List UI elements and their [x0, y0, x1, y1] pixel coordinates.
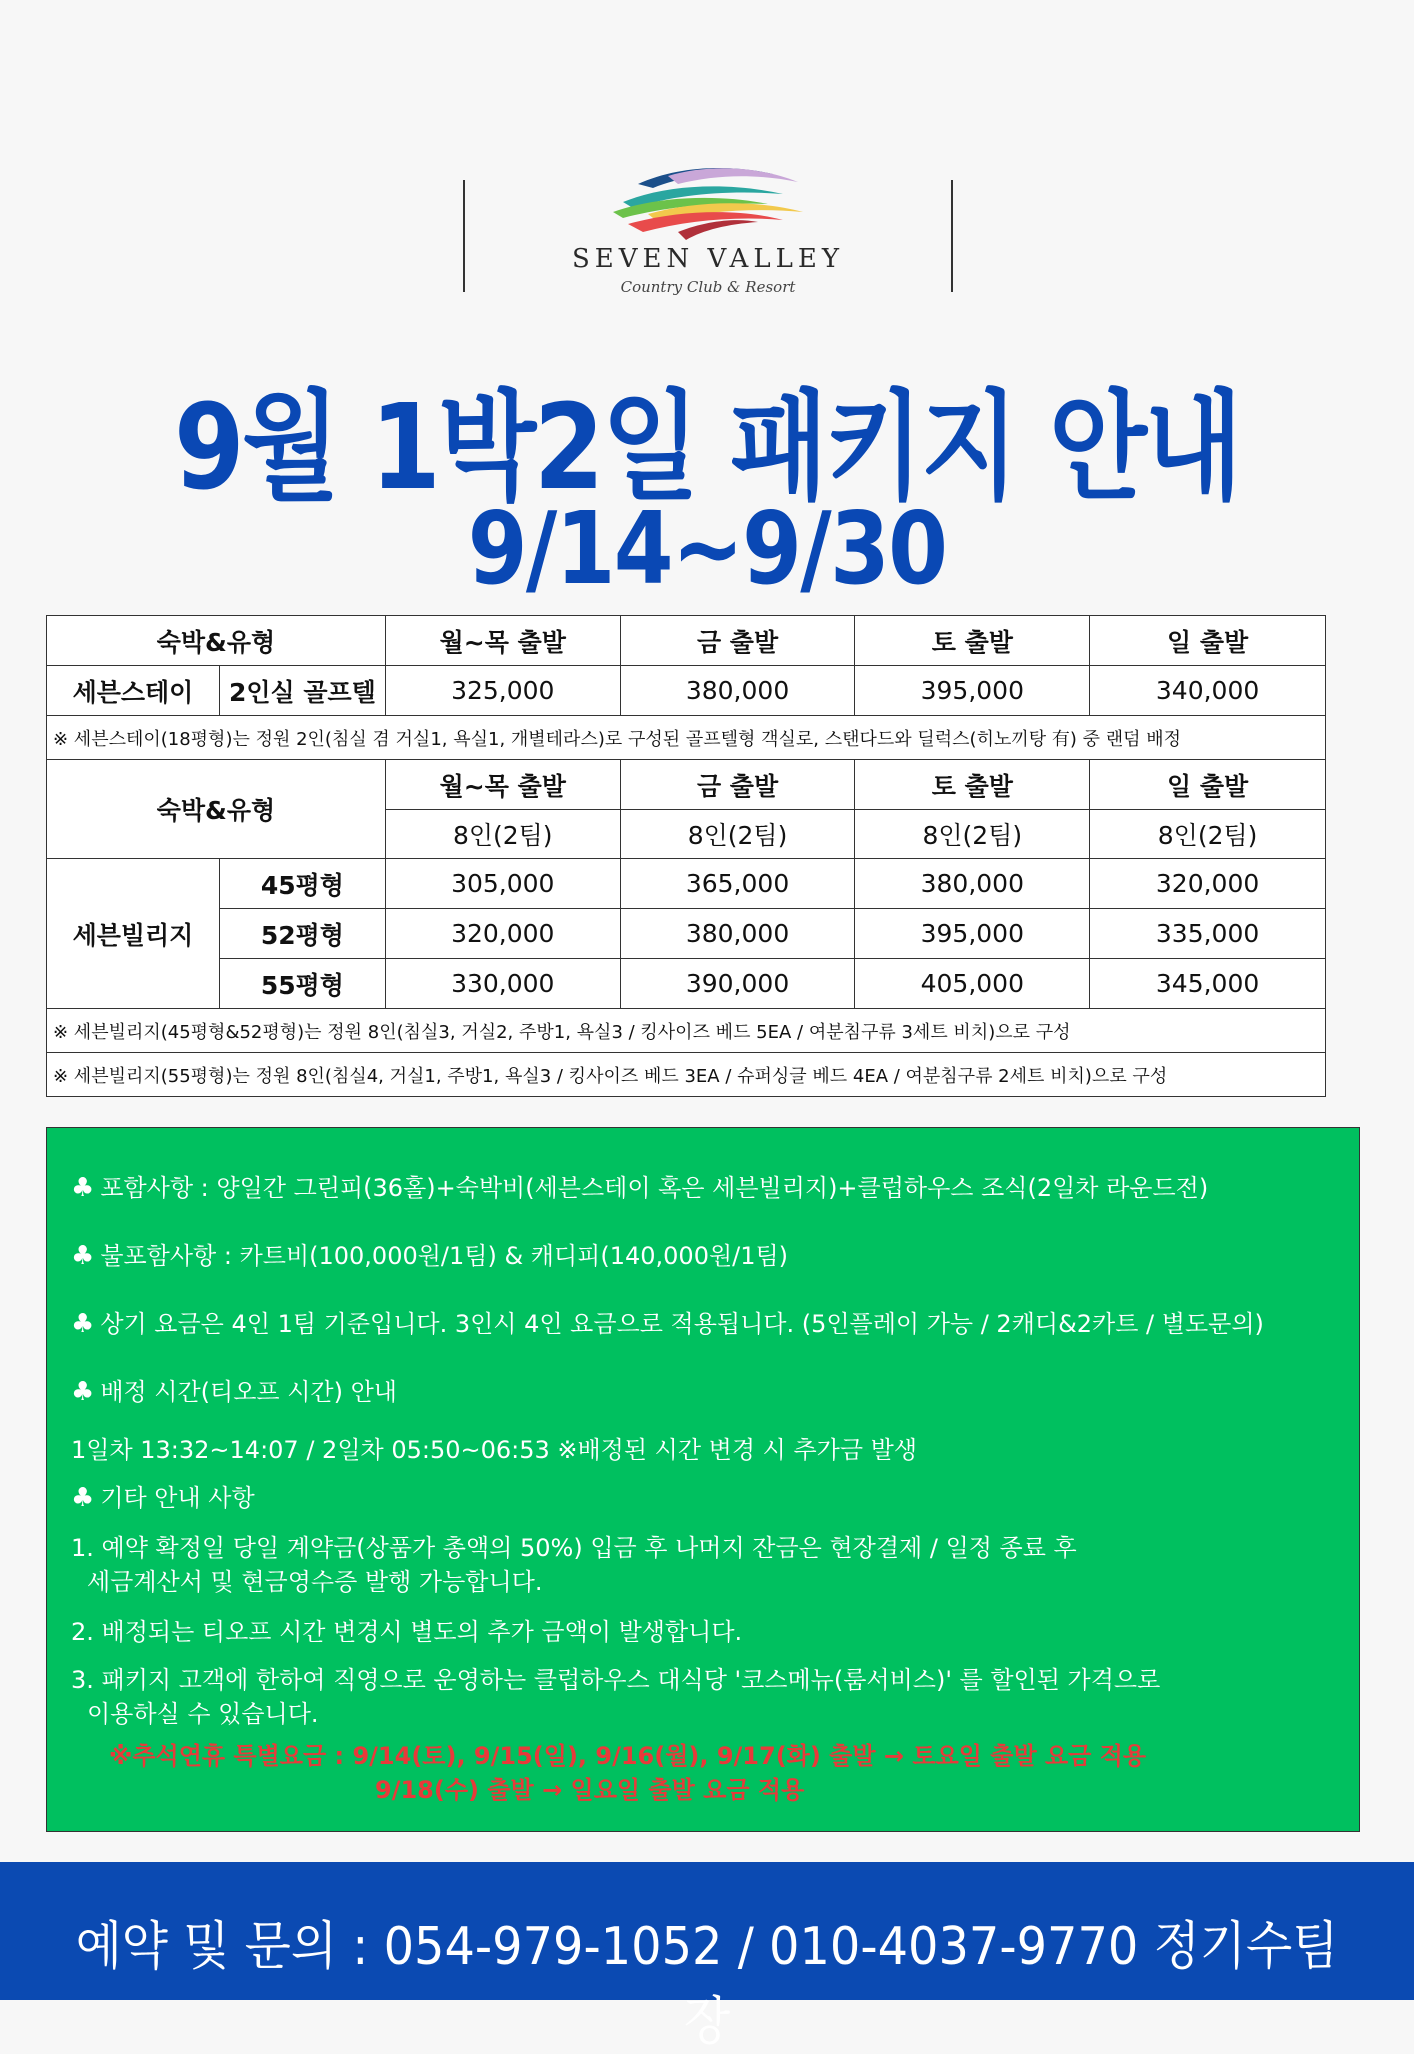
col-sun: 일 출발	[1090, 616, 1326, 666]
excluded-line	[71, 1236, 788, 1271]
included-text: 포함사항 : 양일간 그린피(36홀)+숙박비(세븐스테이 혹은 세븐빌리지)+클럽하우스 조식(2일차 라운드전)	[100, 1174, 1209, 1202]
logo-left-rule	[463, 180, 465, 292]
item3-line1: 3. 패키지 고객에 한하여 직영으로 운영하는 클럽하우스 대식당 '코스메뉴(룸서비스)' 를 할인된 가격으로	[71, 1666, 1161, 1694]
price-cell: 340,000	[1090, 666, 1326, 716]
logo-subtitle: Country Club & Resort	[620, 278, 796, 296]
price-cell: 380,000	[620, 666, 855, 716]
table-note-row	[47, 716, 1326, 760]
item2: 2. 배정되는 티오프 시간 변경시 별도의 추가 금액이 발생합니다.	[71, 1618, 743, 1646]
excluded-text: 불포함사항 : 카트비(100,000원/1팀) & 캐디피(140,000원/1팀)	[100, 1242, 789, 1270]
village-header-row	[47, 760, 1326, 810]
date-range: 9/14~9/30	[467, 490, 947, 607]
package-info-box	[46, 1127, 1360, 1832]
price-cell: 395,000	[855, 909, 1090, 959]
teeoff-title-line	[71, 1372, 397, 1407]
price-cell: 320,000	[1090, 859, 1326, 909]
col-fri: 금 출발	[620, 616, 855, 666]
special-rate-line2: 9/18(수) 출발 → 일요일 출발 요금 적용	[375, 1776, 805, 1804]
col-sat: 토 출발	[855, 760, 1090, 810]
club-icon: ♣	[71, 1377, 95, 1407]
table-row	[47, 909, 1326, 959]
club-icon: ♣	[71, 1173, 95, 1203]
logo-right-rule	[951, 180, 953, 292]
village-type: 45평형	[219, 859, 385, 909]
page-title: 9월 1박2일 패키지 안내	[174, 378, 1240, 516]
price-cell: 405,000	[855, 959, 1090, 1009]
club-icon: ♣	[71, 1483, 95, 1513]
table-row	[47, 666, 1326, 716]
village-note-1: ※ 세븐빌리지(45평형&52평형)는 정원 8인(침실3, 거실2, 주방1, 욕실3 / 킹사이즈 베드 5EA / 여분침구류 3세트 비치)으로 구성	[47, 1009, 1326, 1053]
price-cell: 345,000	[1090, 959, 1326, 1009]
price-cell: 365,000	[620, 859, 855, 909]
col-mon-thu: 월~목 출발	[385, 760, 620, 810]
teeoff-detail: 1일차 13:32~14:07 / 2일차 05:50~06:53 ※배정된 시간 변경 시 추가금 발생	[71, 1436, 918, 1464]
price-cell: 395,000	[855, 666, 1090, 716]
price-table	[46, 615, 1326, 1097]
col-sat: 토 출발	[855, 616, 1090, 666]
logo-name: SEVEN VALLEY	[571, 244, 845, 274]
price-cell: 330,000	[385, 959, 620, 1009]
col-fri: 금 출발	[620, 760, 855, 810]
rate-basis-line	[71, 1304, 1264, 1339]
included-line	[71, 1168, 1208, 1203]
club-icon: ♣	[71, 1309, 95, 1339]
other-title-line	[71, 1478, 255, 1513]
contact-footer	[0, 1862, 1414, 2052]
price-cell: 325,000	[385, 666, 620, 716]
village-header-stay-type: 숙박&유형	[47, 760, 386, 859]
table-note-row	[47, 1053, 1326, 1097]
stay-name: 세븐스테이	[47, 666, 220, 716]
village-type: 55평형	[219, 959, 385, 1009]
logo	[463, 180, 953, 295]
rate-basis-text: 상기 요금은 4인 1팀 기준입니다. 3인시 4인 요금으로 적용됩니다. (5인플레이 가능 / 2캐디&2카트 / 별도문의)	[100, 1310, 1264, 1338]
price-cell: 380,000	[855, 859, 1090, 909]
capacity-cell: 8인(2팀)	[620, 810, 855, 859]
capacity-cell: 8인(2팀)	[855, 810, 1090, 859]
table-row	[47, 959, 1326, 1009]
price-cell: 320,000	[385, 909, 620, 959]
item3-line2: 이용하실 수 있습니다.	[87, 1700, 319, 1728]
col-mon-thu: 월~목 출발	[385, 616, 620, 666]
price-cell: 390,000	[620, 959, 855, 1009]
village-name: 세븐빌리지	[47, 859, 220, 1009]
table-note-row	[47, 1009, 1326, 1053]
village-type: 52평형	[219, 909, 385, 959]
contact-text: 예약 및 문의 : 054-979-1052 / 010-4037-9770 정기수팀장	[75, 1917, 1339, 2052]
col-sun: 일 출발	[1090, 760, 1326, 810]
teeoff-title: 배정 시간(티오프 시간) 안내	[100, 1378, 397, 1406]
stay-note: ※ 세븐스테이(18평형)는 정원 2인(침실 겸 거실1, 욕실1, 개별테라스)로 구성된 골프텔형 객실로, 스탠다드와 딜럭스(히노끼탕 有) 중 랜덤 배정	[47, 716, 1326, 760]
table-row	[47, 859, 1326, 909]
price-cell: 305,000	[385, 859, 620, 909]
item1-line2: 세금계산서 및 현금영수증 발행 가능합니다.	[87, 1568, 543, 1596]
other-title: 기타 안내 사항	[100, 1484, 255, 1512]
price-cell: 380,000	[620, 909, 855, 959]
table-header-row	[47, 616, 1326, 666]
special-rate-line1: ※추석연휴 특별요금 : 9/14(토), 9/15(일), 9/16(월), 9/17(화) 출발 → 토요일 출발 요금 적용	[109, 1742, 1147, 1770]
stay-room: 2인실 골프텔	[219, 666, 385, 716]
capacity-cell: 8인(2팀)	[385, 810, 620, 859]
item1-line1: 1. 예약 확정일 당일 계약금(상품가 총액의 50%) 입금 후 나머지 잔금은 현장결제 / 일정 종료 후	[71, 1534, 1077, 1562]
capacity-cell: 8인(2팀)	[1090, 810, 1326, 859]
club-icon: ♣	[71, 1241, 95, 1271]
price-cell: 335,000	[1090, 909, 1326, 959]
logo-swoosh-icon	[608, 162, 808, 242]
header-stay-type: 숙박&유형	[47, 616, 386, 666]
village-note-2: ※ 세븐빌리지(55평형)는 정원 8인(침실4, 거실1, 주방1, 욕실3 / 킹사이즈 베드 3EA / 슈퍼싱글 베드 4EA / 여분침구류 2세트 비치)으로 구성	[47, 1053, 1326, 1097]
